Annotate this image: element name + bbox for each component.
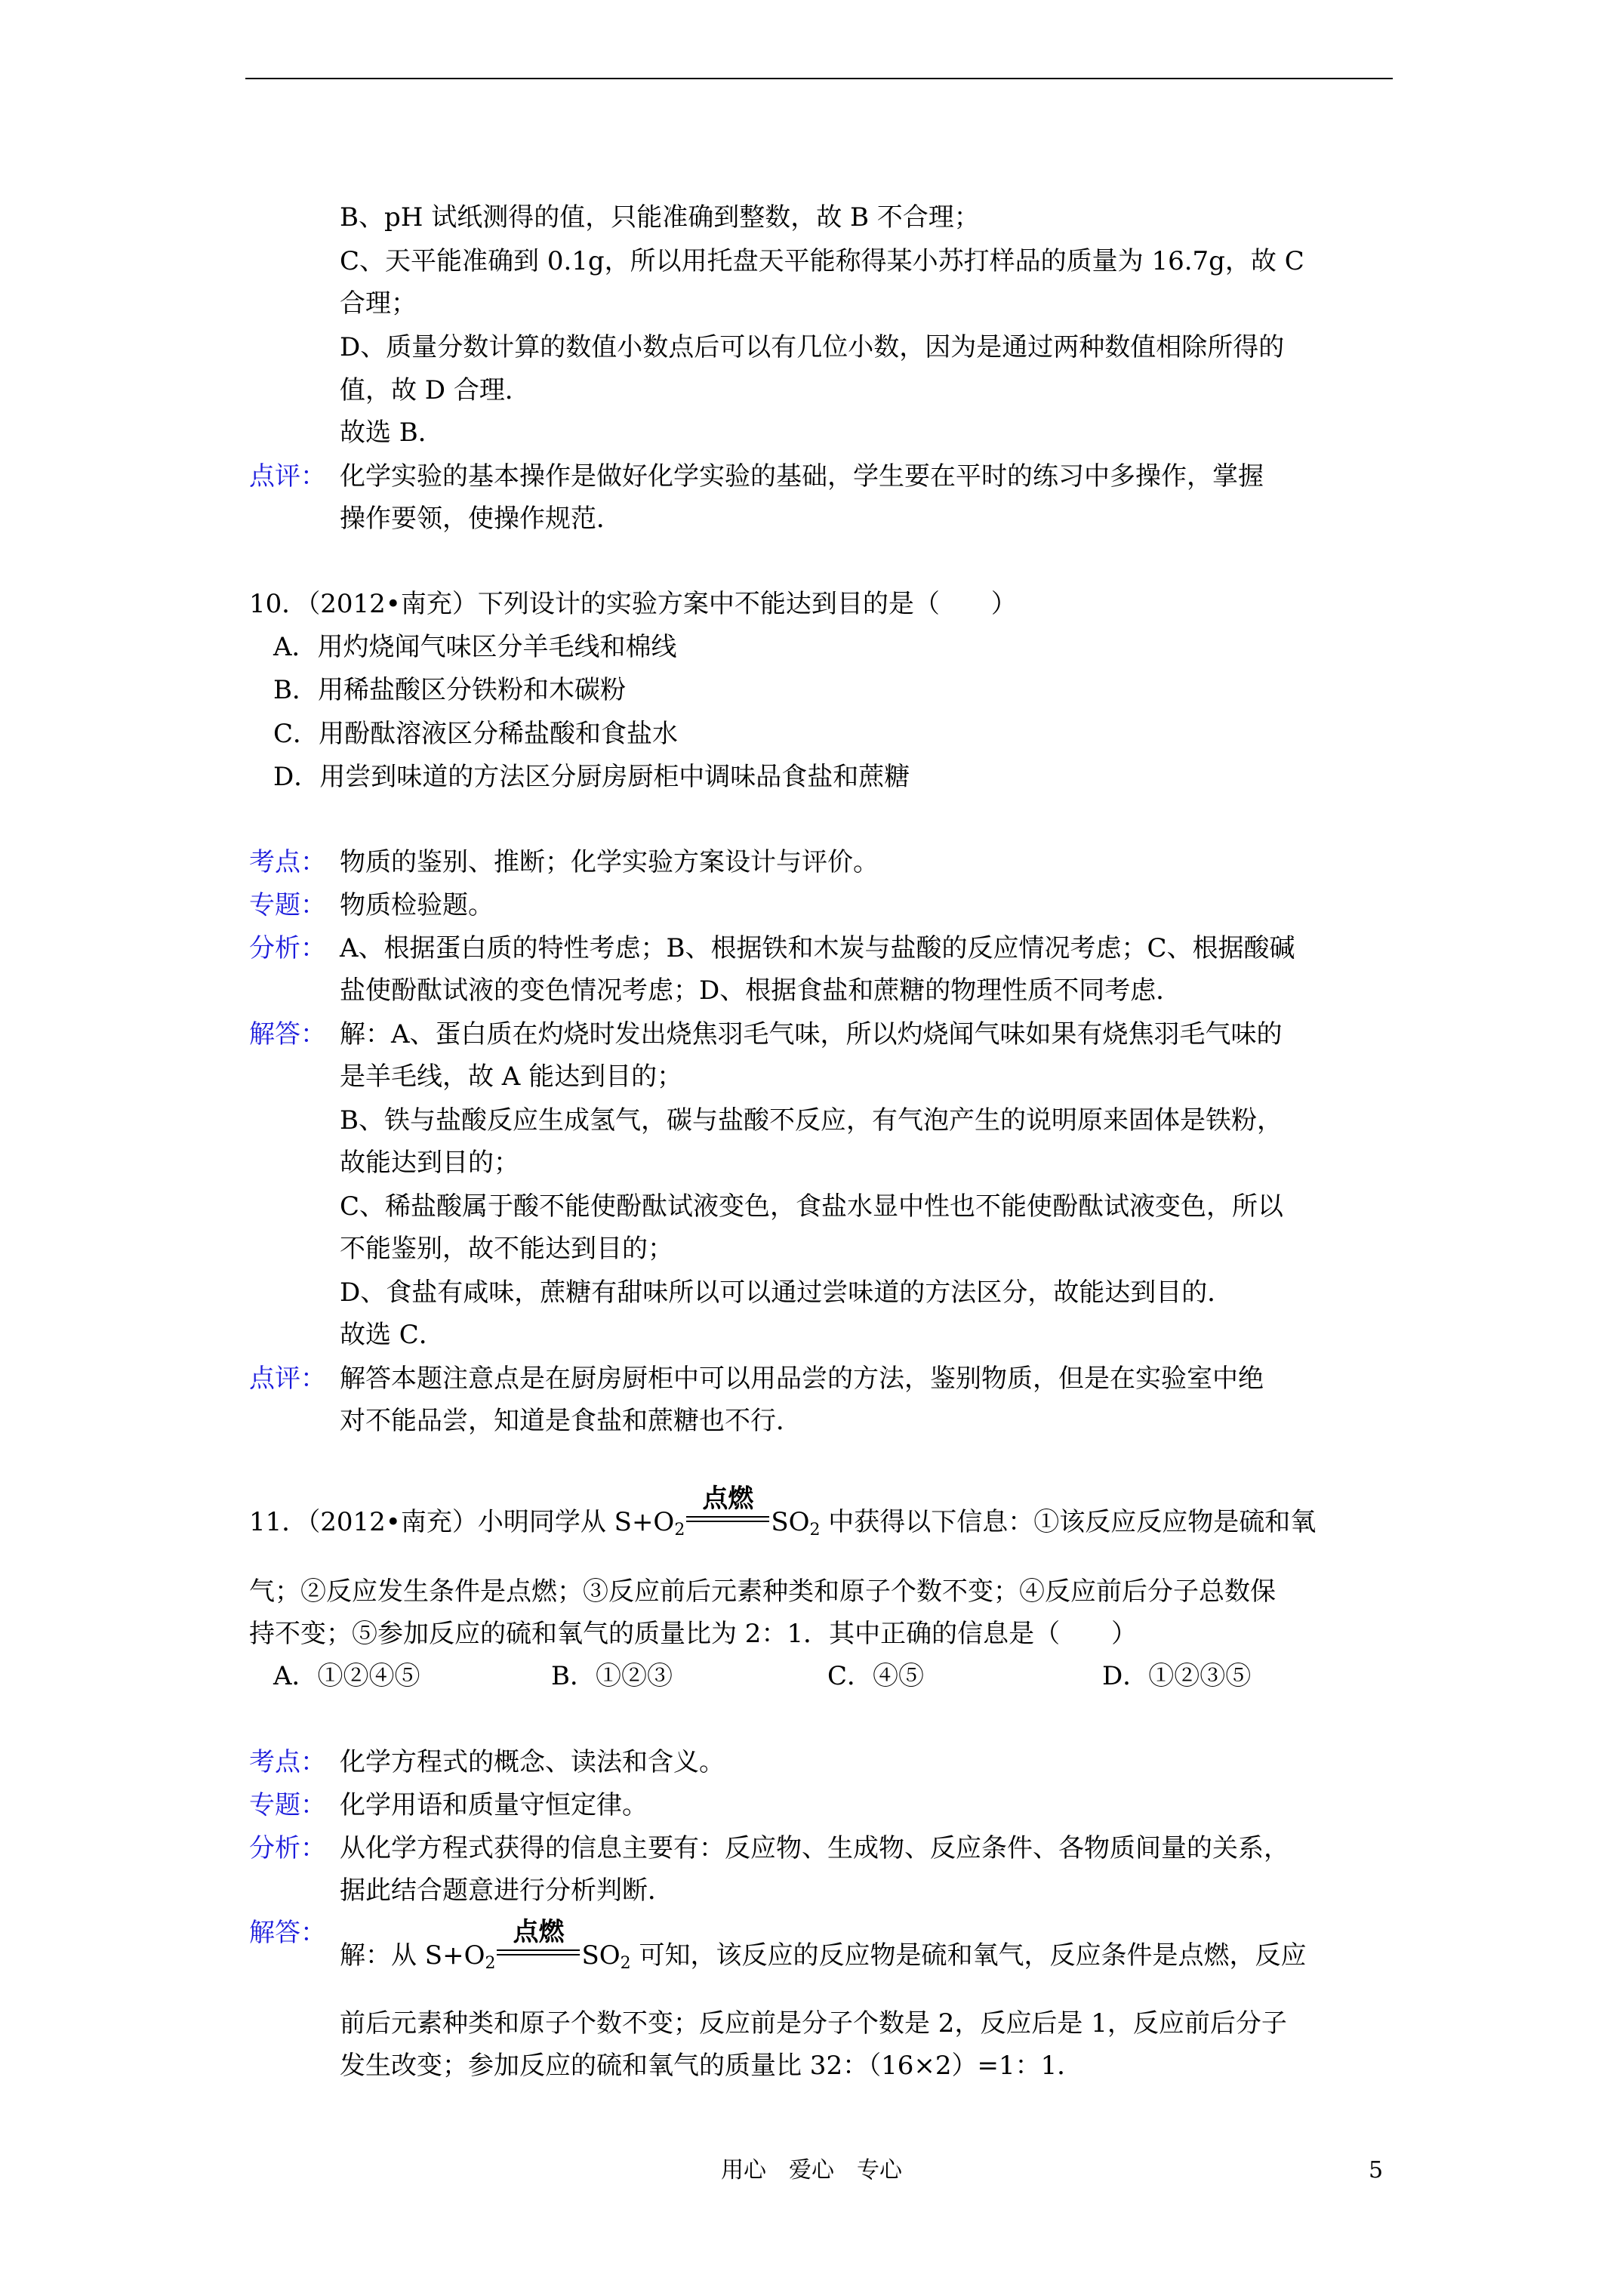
q10-kaodian: 物质的鉴别、推断；化学实验方案设计与评价。	[340, 847, 879, 877]
q11-kaodian: 化学方程式的概念、读法和含义。	[340, 1747, 725, 1777]
prev-comment-line1: 化学实验的基本操作是做好化学实验的基础，学生要在平时的练习中多操作，掌握	[340, 461, 1264, 492]
prev-comment-label: 点评：	[249, 461, 326, 492]
q11-jieda-line2: 前后元素种类和原子个数不变；反应前是分子个数是 2，反应后是 1，反应前后分子	[340, 2008, 1287, 2039]
q10-stem: 10．（2012•南充）下列设计的实验方案中不能达到目的是（ ）	[249, 589, 1017, 619]
q11-jieda-so2-subscript: 2	[620, 1954, 631, 1973]
reaction-arrow-2	[497, 1917, 580, 1971]
q10-option-b: B．用稀盐酸区分铁粉和木碳粉	[273, 675, 626, 705]
reaction-condition-2: 点燃	[513, 1917, 565, 1947]
prev-option-b: B、pH 试纸测得的值，只能准确到整数，故 B 不合理；	[340, 202, 980, 233]
q10-fenxi-label: 分析：	[249, 933, 326, 963]
q11-jieda-label: 解答：	[249, 1918, 326, 1948]
q10-jieda-line4: 故能达到目的；	[340, 1148, 519, 1178]
q10-zhuanti: 物质检验题。	[340, 890, 494, 920]
q11-so2-subscript: 2	[809, 1521, 821, 1539]
q11-kaodian-label: 考点：	[249, 1747, 326, 1777]
q10-jieda-line6: 不能鉴别，故不能达到目的；	[340, 1234, 673, 1264]
q11-option-d: D．①②③⑤	[1102, 1661, 1252, 1691]
prev-option-c-line1: C、天平能准确到 0.1g，所以用托盘天平能称得某小苏打样品的质量为 16.7g，故 C	[340, 246, 1304, 276]
q10-zhuanti-label: 专题：	[249, 890, 326, 920]
q11-o2-subscript: 2	[674, 1521, 685, 1539]
q10-dianping-line2: 对不能品尝，知道是食盐和蔗糖也不行．	[340, 1406, 802, 1436]
q11-so: SO	[771, 1507, 810, 1537]
q11-option-c: C．④⑤	[827, 1661, 925, 1691]
q11-stem-pre: 11．（2012•南充）小明同学从 S+O	[249, 1507, 675, 1537]
q10-option-a: A．用灼烧闻气味区分羊毛线和棉线	[273, 632, 677, 662]
q11-stem-line1	[249, 1484, 1317, 1539]
q11-zhuanti: 化学用语和质量守恒定律。	[340, 1790, 648, 1820]
q11-jieda-o2-subscript: 2	[485, 1954, 496, 1973]
q11-stem-post: 中获得以下信息：①该反应反应物是硫和氧	[820, 1507, 1317, 1537]
q10-jieda-line1: 解：A、蛋白质在灼烧时发出烧焦羽毛气味，所以灼烧闻气味如果有烧焦羽毛气味的	[340, 1019, 1283, 1049]
q11-fenxi-line2: 据此结合题意进行分析判断．	[340, 1875, 673, 1906]
prev-comment-line2: 操作要领，使操作规范．	[340, 504, 622, 534]
header-rule	[245, 78, 1393, 79]
reaction-arrow	[686, 1484, 769, 1537]
q10-dianping-line1: 解答本题注意点是在厨房厨柜中可以用品尝的方法，鉴别物质，但是在实验室中绝	[340, 1364, 1264, 1394]
q10-jieda-line3: B、铁与盐酸反应生成氢气，碳与盐酸不反应，有气泡产生的说明原来固体是铁粉，	[340, 1105, 1283, 1136]
page-number: 5	[1369, 2157, 1384, 2184]
q11-fenxi-label: 分析：	[249, 1833, 326, 1863]
q10-option-c: C．用酚酞溶液区分稀盐酸和食盐水	[273, 719, 679, 749]
q11-jieda-post: 可知，该反应的反应物是硫和氧气，反应条件是点燃，反应	[630, 1940, 1307, 1971]
footer-motto: 用心 爱心 专心	[721, 2157, 902, 2184]
prev-option-c-line2: 合理；	[340, 288, 417, 319]
q11-fenxi-line1: 从化学方程式获得的信息主要有：反应物、生成物、反应条件、各物质间量的关系，	[340, 1833, 1289, 1863]
q11-zhuanti-label: 专题：	[249, 1790, 326, 1820]
q11-option-a: A．①②④⑤	[273, 1661, 420, 1691]
q11-option-b: B．①②③	[551, 1661, 673, 1691]
q11-jieda-line1	[340, 1917, 1307, 1973]
prev-choice: 故选 B．	[340, 418, 444, 448]
q10-jieda-line8: 故选 C．	[340, 1320, 445, 1350]
q11-jieda-so: SO	[581, 1940, 621, 1971]
q10-jieda-label: 解答：	[249, 1019, 326, 1049]
q10-fenxi-line1: A、根据蛋白质的特性考虑；B、根据铁和木炭与盐酸的反应情况考虑；C、根据酸碱	[340, 933, 1295, 963]
q10-jieda-line7: D、食盐有咸味，蔗糖有甜味所以可以通过尝味道的方法区分，故能达到目的．	[340, 1277, 1233, 1308]
q10-dianping-label: 点评：	[249, 1364, 326, 1394]
reaction-condition: 点燃	[702, 1484, 754, 1514]
q11-stem-line3: 持不变；⑤参加反应的硫和氧气的质量比为 2：1．其中正确的信息是（ ）	[249, 1619, 1138, 1649]
q10-option-d: D．用尝到味道的方法区分厨房厨柜中调味品食盐和蔗糖	[273, 762, 910, 792]
q10-fenxi-line2: 盐使酚酞试液的变色情况考虑；D、根据食盐和蔗糖的物理性质不同考虑．	[340, 975, 1182, 1006]
q11-jieda-line3: 发生改变；参加反应的硫和氧气的质量比 32：（16×2）=1：1．	[340, 2051, 1083, 2081]
q10-kaodian-label: 考点：	[249, 847, 326, 877]
q10-jieda-line2: 是羊毛线，故 A 能达到目的；	[340, 1062, 683, 1092]
q10-jieda-line5: C、稀盐酸属于酸不能使酚酞试液变色，食盐水显中性也不能使酚酞试液变色，所以	[340, 1191, 1284, 1222]
prev-option-d-line1: D、质量分数计算的数值小数点后可以有几位小数，因为是通过两种数值相除所得的	[340, 332, 1285, 362]
q11-stem-line2: 气；②反应发生条件是点燃；③反应前后元素种类和原子个数不变；④反应前后分子总数保	[249, 1576, 1276, 1607]
q11-jieda-pre: 解：从 S+O	[340, 1940, 485, 1971]
prev-option-d-line2: 值，故 D 合理．	[340, 375, 531, 405]
